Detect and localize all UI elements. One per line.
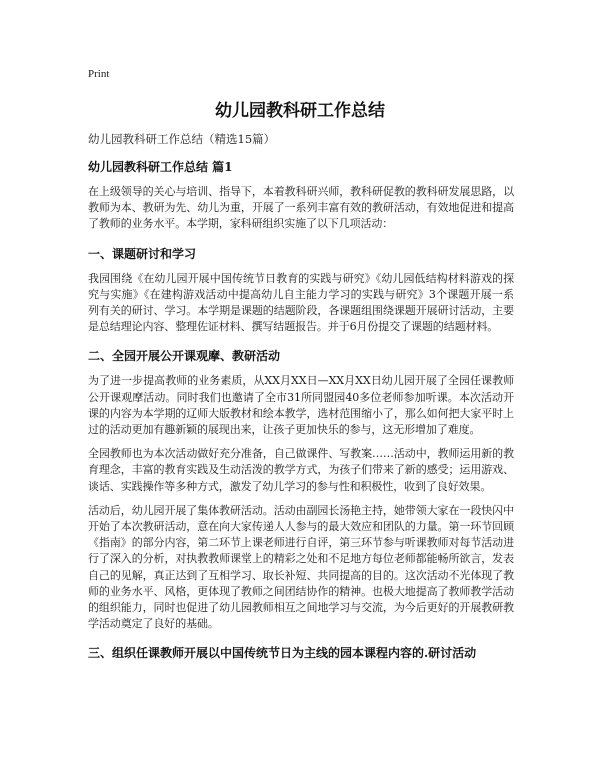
document-subtitle: 幼儿园教科研工作总结（精选15篇） [88,132,276,146]
article-heading: 幼儿园教科研工作总结 篇1 [88,160,233,174]
section-1-paragraph-1: 我园围绕《在幼儿园开展中国传统节日教育的实践与研究》《幼儿园低结构材料游戏的探究与实施》《在建构游戏活动中提高幼儿自主能力学习的实践与研究》3个课题开展一系列有关的研讨、学习。本学期是课题的结题阶段，各课题组围绕课题开展研讨活动，主要是总结理论内容、整理佐证材料、撰写结题报告。并于6月份提交了课题的结题材料。 [88,271,514,334]
section-heading-1: 一、课题研讨和学习 [88,246,197,261]
document-body [88,130,514,662]
intro-paragraph: 在上级领导的关心与培训、指导下，本着教科研兴师，教科研促教的教科研发展思路，以教师为本、教研为先、幼儿为重，开展了一系列丰富有效的教研活动，有效地促进和提高了教师的业务水平。本学期，家科研组织实施了以下几项活动： [88,185,514,231]
print-link[interactable]: Print [88,68,110,80]
document-title: 幼儿园教科研工作总结 [215,101,385,121]
section-2-paragraph-2: 全园教师也为本次活动做好充分准备，自己做课件、写教案……活动中，教师运用新的教育理念，丰富的教育实践及生动活泼的教学方式，为孩子们带来了新的感受；运用游戏、谈话、实践操作等多种方式，激发了幼儿学习的参与性和积极性，收到了良好效果。 [88,447,514,493]
section-heading-3: 三、组织任课教师开展以中国传统节日为主线的园本课程内容的.研讨活动 [88,646,477,661]
section-2-paragraph-1: 为了进一步提高教师的业务素质，从XX月XX日—XX月XX日幼儿园开展了全园任课教师公开课观摩活动。同时我们也邀请了全市31所同盟园40多位老师参加听课。本次活动开课的内容为本学期的辽师大版教材和绘本教学，选材范围缩小了，那么如何把大家平时上过的活动更加有趣新颖的展现出来，让孩子更加快乐的参与，这无形增加了难度。 [88,374,514,437]
section-2-paragraph-3: 活动后，幼儿园开展了集体教研活动。活动由副园长汤艳主持，她带领大家在一段快闪中开始了本次教研活动，意在向大家传递人人参与的最大效应和团队的力量。第一环节回顾《指南》的部分内容，第二环节上课老师进行自评，第三环节参与听课教师对每节活动进行了深入的分析，对执教教师课堂上的精彩之处和不足地方每位老师都能畅所欲言，发表自己的见解，真正达到了互相学习、取长补短、共同提高的目的。这次活动不光体现了教师的业务水平、风格，更体现了教师之间团结协作的精神。也极大地提高了教师教学活动的组织能力，同时也促进了幼儿园教师相互之间地学习与交流，为今后更好的开展教研教学活动奠定了良好的基础。 [88,503,514,631]
section-heading-2: 二、全园开展公开课观摩、教研活动 [88,349,281,364]
